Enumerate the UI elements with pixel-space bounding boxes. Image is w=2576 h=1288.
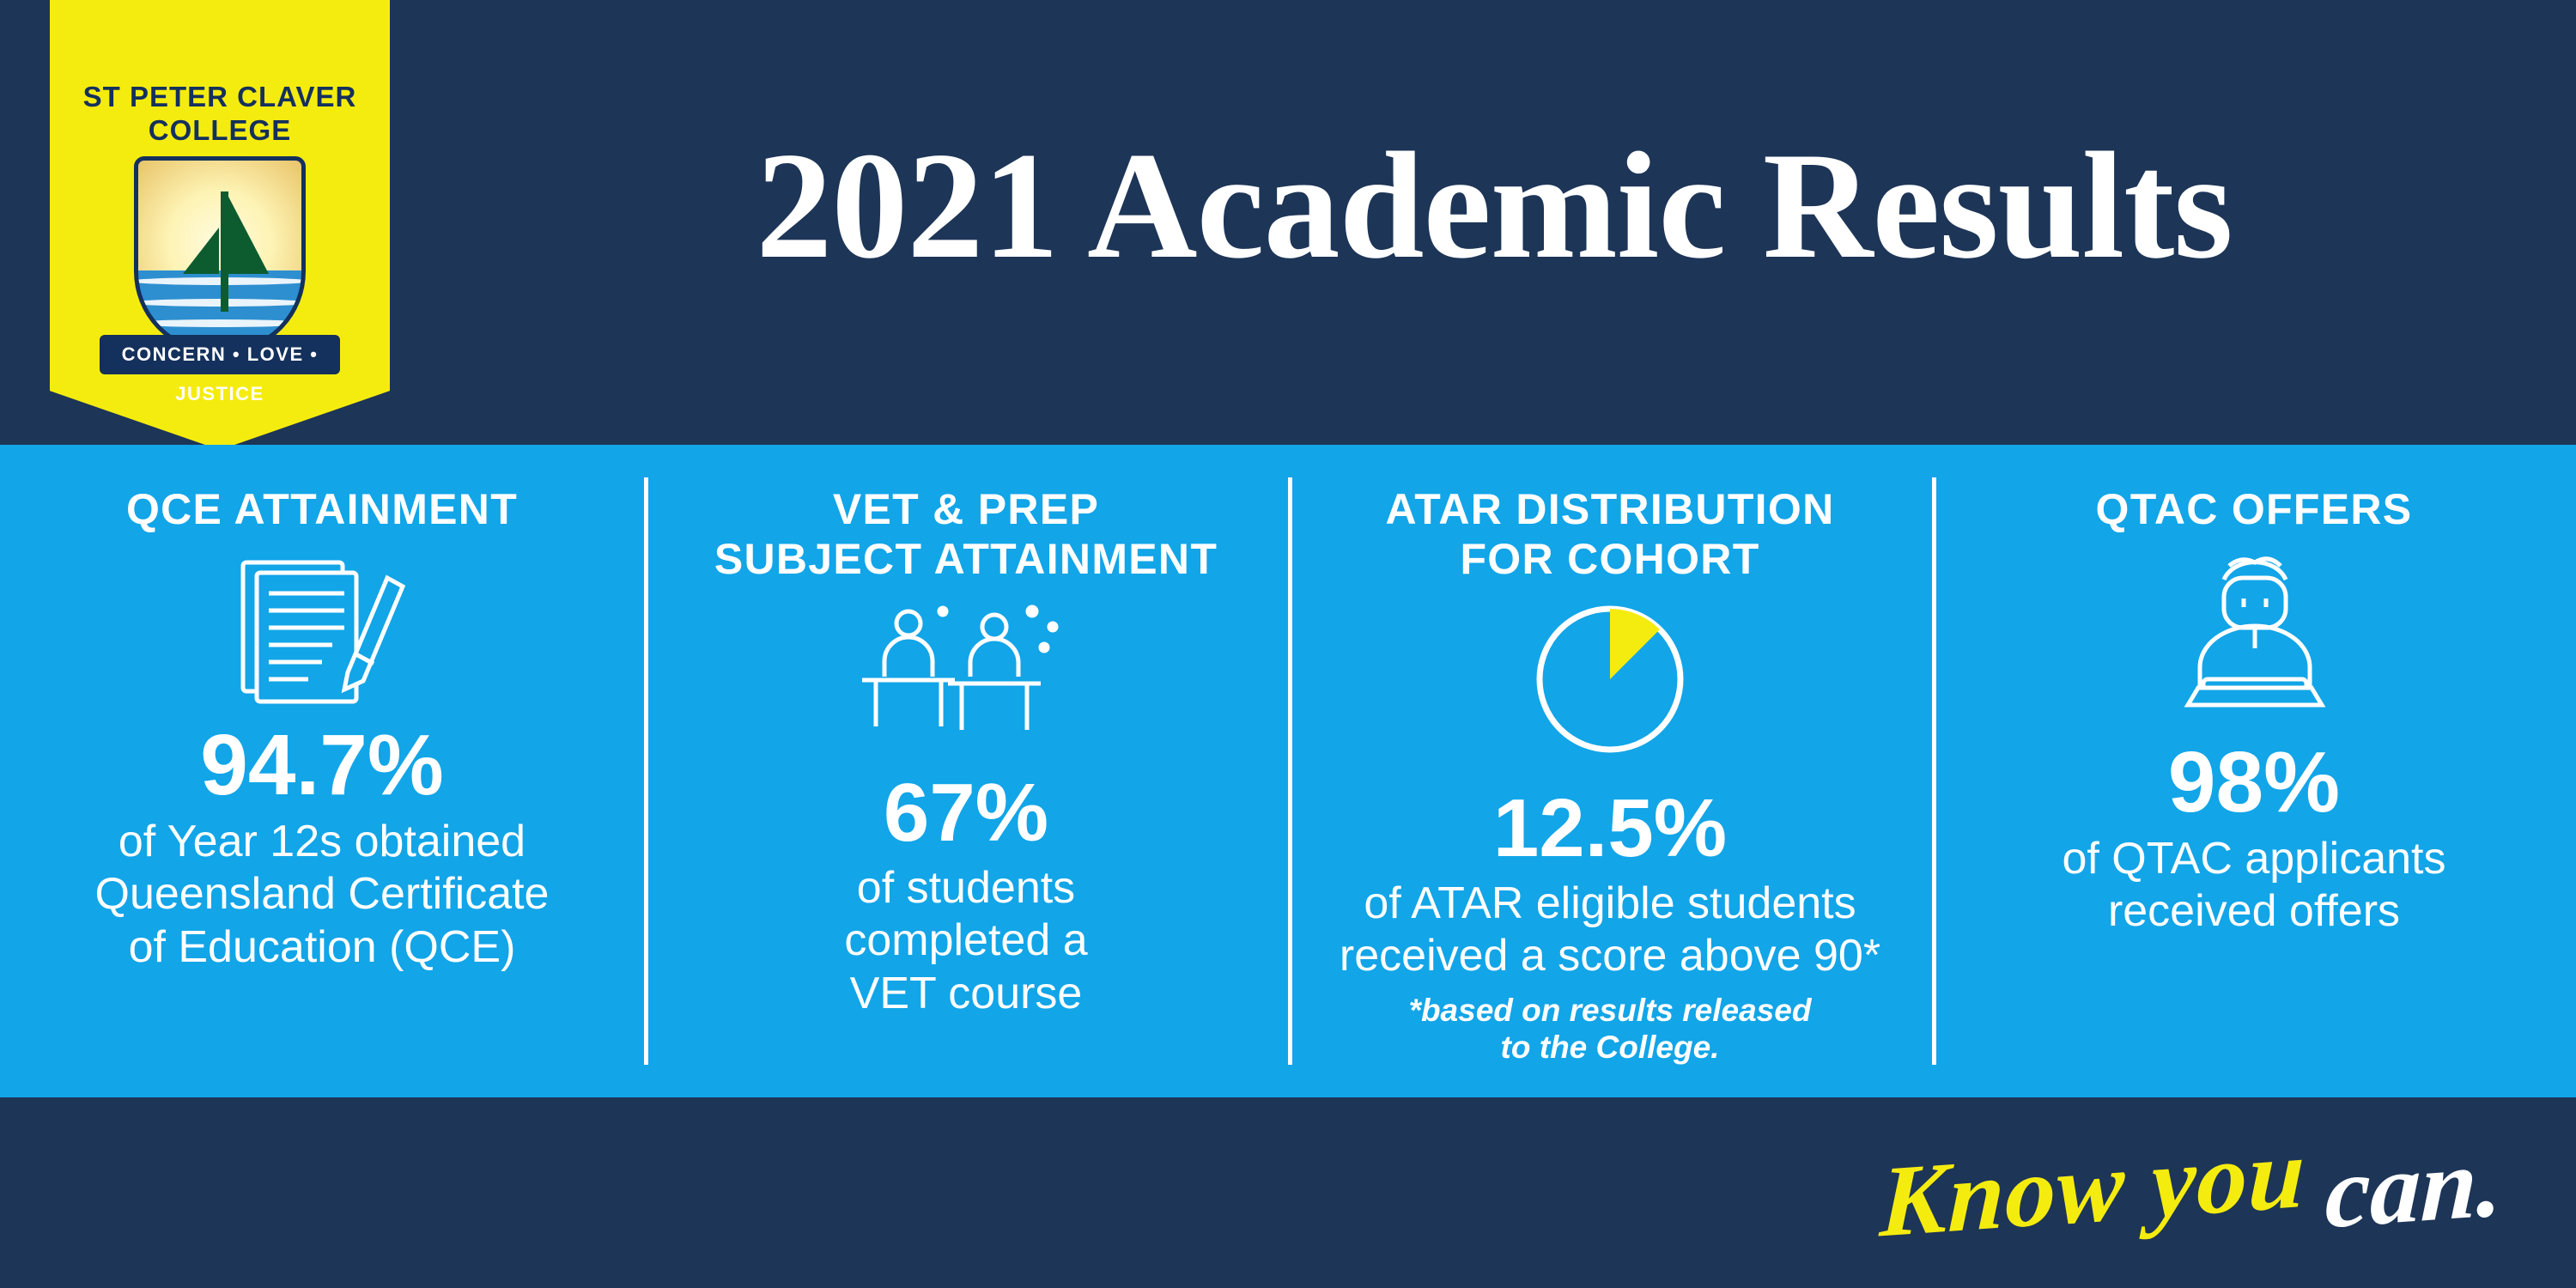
stat-heading-qtac: QTAC OFFERS — [2095, 485, 2413, 533]
stat-description-line: VET course — [849, 968, 1083, 1018]
stat-description-atar — [1303, 878, 1917, 983]
stat-card-atar — [1288, 445, 1932, 1097]
stat-heading-vet — [659, 484, 1273, 584]
stat-value-vet: 67% — [883, 767, 1049, 859]
stat-description-line: received offers — [2107, 886, 2401, 937]
stat-heading-line: SUBJECT ATTAINMENT — [714, 535, 1218, 583]
logo-motto: CONCERN • LOVE • JUSTICE — [121, 343, 319, 404]
stats-band — [0, 445, 2576, 1097]
stat-note-line: *based on results released — [1408, 992, 1812, 1028]
student-at-laptop-icon — [1947, 539, 2561, 733]
stat-description-vet — [659, 862, 1273, 1020]
stat-heading-atar — [1303, 484, 1917, 584]
stat-value-atar: 12.5% — [1492, 782, 1728, 874]
stat-heading-line: VET & PREP — [832, 485, 1100, 533]
pie-chart-icon — [1303, 589, 1917, 769]
ship-crest-icon — [134, 156, 306, 354]
stat-note-atar — [1303, 992, 1917, 1066]
stats-row — [0, 445, 2576, 1097]
stat-value-qce: 94.7% — [200, 717, 444, 813]
stat-heading-line: ATAR DISTRIBUTION — [1385, 485, 1835, 533]
school-logo — [50, 0, 390, 501]
page-title: 2021 Academic Results — [756, 120, 2233, 290]
stat-description-line: of students — [856, 862, 1076, 913]
logo-school-name-line2: COLLEGE — [148, 113, 292, 146]
stat-value-qtac: 98% — [2167, 734, 2341, 830]
students-at-desks-icon — [659, 589, 1273, 769]
stat-description-line: completed a — [844, 915, 1088, 966]
stat-note-line: to the College. — [1500, 1030, 1720, 1066]
stat-description-line: Queensland Certificate — [94, 869, 550, 920]
stat-heading-line: FOR COHORT — [1460, 535, 1760, 583]
stat-description-line: of Year 12s obtained — [118, 817, 526, 866]
tagline — [1878, 1106, 2505, 1269]
document-pen-icon — [15, 539, 629, 720]
stat-description-line: of Education (QCE) — [128, 921, 516, 972]
stat-card-qce — [0, 445, 644, 1097]
stat-description-line: of ATAR eligible students — [1364, 878, 1856, 928]
stat-description-line: of QTAC applicants — [2062, 834, 2446, 884]
stat-card-qtac — [1932, 445, 2576, 1097]
tagline-part-know: Know you — [1878, 1115, 2308, 1259]
tagline-part-can: can. — [2323, 1124, 2505, 1250]
logo-school-name — [50, 81, 390, 148]
logo-school-name-line1: ST PETER CLAVER — [82, 81, 357, 112]
stat-description-qtac — [1947, 833, 2561, 939]
stat-description-qce — [15, 816, 629, 974]
stat-heading-qce: QCE ATTAINMENT — [125, 485, 519, 533]
stat-description-line: received a score above 90* — [1339, 931, 1881, 981]
stat-card-vet — [644, 445, 1288, 1097]
